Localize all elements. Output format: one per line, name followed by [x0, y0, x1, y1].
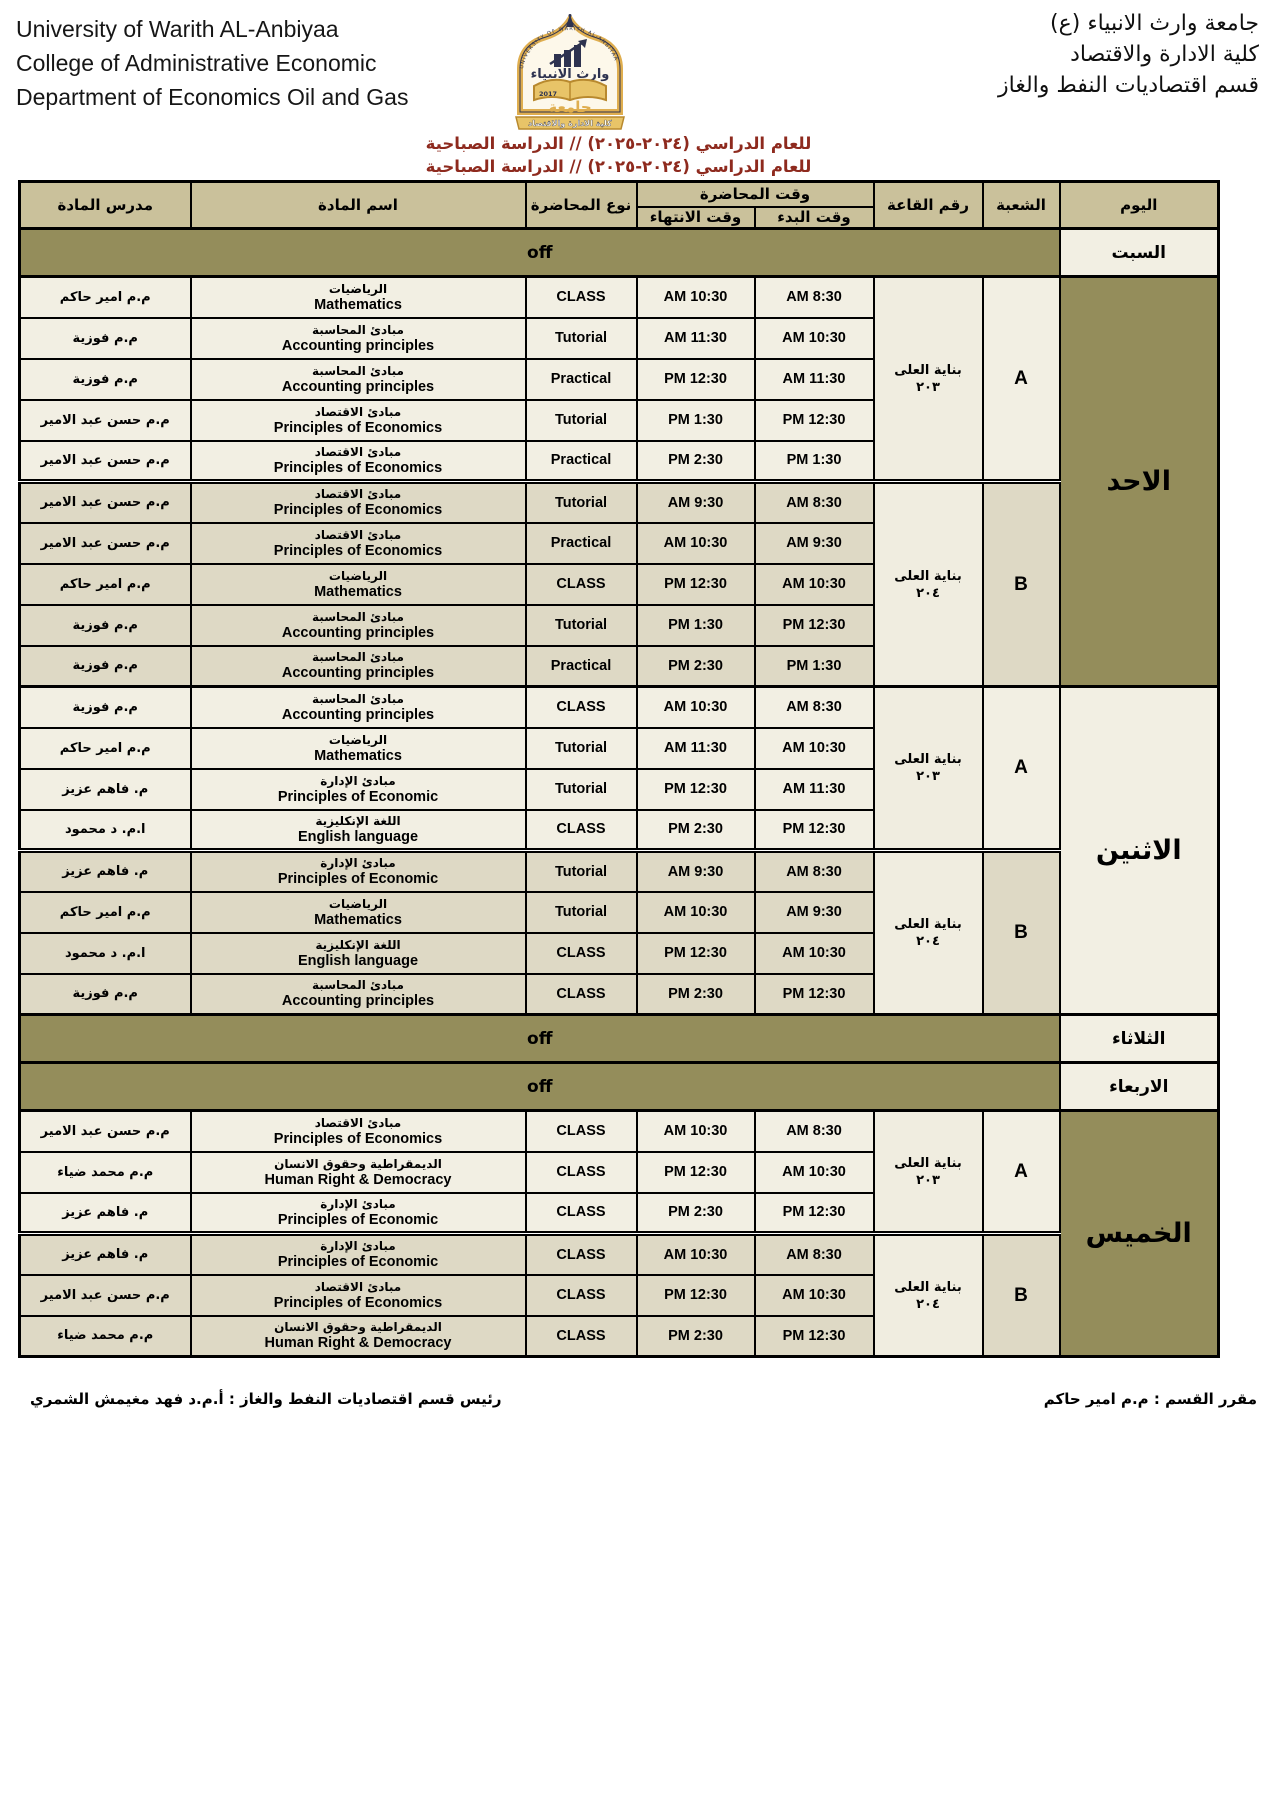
end-time-cell: 11:30 AM	[637, 728, 755, 769]
teacher-cell: م.م فوزية	[20, 318, 191, 359]
day-cell: الخميس	[1060, 1111, 1219, 1357]
lecture-type-cell: CLASS	[526, 277, 637, 318]
course-cell	[191, 1275, 526, 1316]
off-day-row	[20, 1015, 1219, 1063]
lecture-type-cell: CLASS	[526, 810, 637, 851]
room-building-label: بناية العلى	[894, 362, 962, 378]
start-time-cell: 1:30 PM	[755, 441, 874, 482]
room-building-label: بناية العلى	[894, 1155, 962, 1171]
course-cell	[191, 1316, 526, 1357]
course-name-english: Principles of Economics	[273, 1294, 443, 1311]
logo-name-sub: جامعة	[548, 98, 592, 116]
day-cell: السبت	[1060, 229, 1219, 277]
end-time-cell: 12:30 PM	[637, 564, 755, 605]
end-time-cell: 10:30 AM	[637, 892, 755, 933]
course-cell	[191, 728, 526, 769]
course-name-english: Principles of Economics	[273, 419, 443, 436]
course-name-arabic: مبادئ الاقتصاد	[314, 444, 402, 459]
course-name-arabic: الرياضيات	[328, 732, 388, 747]
course-cell	[191, 1234, 526, 1275]
course-name-english: Mathematics	[314, 911, 402, 928]
start-time-cell: 12:30 PM	[755, 810, 874, 851]
academic-year-title-line1: للعام الدراسي (٢٠٢٤-٢٠٢٥) // الدراسة الصباحية	[425, 134, 812, 153]
course-name-english: Mathematics	[314, 747, 402, 764]
course-cell	[191, 400, 526, 441]
course-name-english: Principles of Economic	[277, 1211, 439, 1228]
start-time-cell: 9:30 AM	[755, 892, 874, 933]
section-cell: B	[983, 851, 1060, 1015]
teacher-cell: م.م حسن عبد الامير	[20, 400, 191, 441]
teacher-cell: م.م حسن عبد الامير	[20, 441, 191, 482]
lecture-type-cell: Practical	[526, 359, 637, 400]
teacher-cell: م.م امير حاكم	[20, 728, 191, 769]
start-time-cell: 10:30 AM	[755, 1275, 874, 1316]
logo-banner	[516, 117, 624, 129]
lecture-type-cell: Practical	[526, 523, 637, 564]
start-time-cell: 1:30 PM	[755, 646, 874, 687]
room-cell	[874, 482, 983, 687]
off-day-row	[20, 229, 1219, 277]
start-time-cell: 10:30 AM	[755, 318, 874, 359]
end-time-cell: 2:30 PM	[637, 974, 755, 1015]
schedule-row	[20, 1111, 1219, 1152]
teacher-cell: ا.م. د محمود	[20, 810, 191, 851]
teacher-cell: م. فاهم عزيز	[20, 769, 191, 810]
course-cell	[191, 523, 526, 564]
course-cell	[191, 564, 526, 605]
col-header-teacher: مدرس المادة	[20, 182, 191, 229]
end-time-cell: 10:30 AM	[637, 687, 755, 728]
room-cell	[874, 687, 983, 851]
course-name-arabic: مبادئ الاقتصاد	[314, 527, 402, 542]
teacher-cell: م.م محمد ضياء	[20, 1316, 191, 1357]
teacher-cell: م.م حسن عبد الامير	[20, 523, 191, 564]
course-name-english: Human Right & Democracy	[264, 1171, 452, 1188]
col-header-time-group: وقت المحاضرة	[637, 182, 874, 207]
lecture-type-cell: Tutorial	[526, 605, 637, 646]
start-time-cell: 12:30 PM	[755, 400, 874, 441]
start-time-cell: 8:30 AM	[755, 851, 874, 892]
course-name-arabic: مبادئ الإدارة	[320, 1196, 396, 1211]
room-building-label: بناية العلى	[894, 752, 962, 767]
start-time-cell: 9:30 AM	[755, 523, 874, 564]
logo-name-main: وارث الانبياء	[530, 67, 610, 82]
college-name-en: College of Administrative Economic	[16, 50, 377, 76]
course-name-arabic: الديمقراطية وحقوق الانسان	[274, 1320, 442, 1335]
course-name-english: Accounting principles	[281, 665, 435, 682]
start-time-cell: 12:30 PM	[755, 605, 874, 646]
room-building-label: بناية العلى	[894, 917, 962, 932]
col-header-room: رقم القاعة	[874, 182, 983, 229]
end-time-cell: 10:30 AM	[637, 523, 755, 564]
teacher-cell: م.م امير حاكم	[20, 892, 191, 933]
timetable	[18, 180, 1220, 1358]
teacher-cell: م.م حسن عبد الامير	[20, 482, 191, 523]
section-cell: A	[983, 1111, 1060, 1234]
course-name-arabic: مبادئ الاقتصاد	[314, 1115, 402, 1130]
lecture-type-cell: CLASS	[526, 687, 637, 728]
lecture-type-cell: Tutorial	[526, 400, 637, 441]
teacher-cell: م.م امير حاكم	[20, 564, 191, 605]
course-cell	[191, 810, 526, 851]
course-name-english: Human Right & Democracy	[264, 1335, 452, 1352]
room-cell	[874, 277, 983, 482]
course-name-arabic: مبادئ الاقتصاد	[314, 487, 402, 502]
start-time-cell: 8:30 AM	[755, 1111, 874, 1152]
coordinator-signature: مقرر القسم : م.م امير حاكم	[1043, 1390, 1257, 1408]
logo-banner-text: كلية الادارة والاقتصاد	[528, 119, 612, 128]
off-day-row	[20, 1063, 1219, 1111]
start-time-cell: 11:30 AM	[755, 769, 874, 810]
end-time-cell: 9:30 AM	[637, 851, 755, 892]
course-name-arabic: مبادئ الاقتصاد	[314, 404, 402, 419]
course-name-arabic: مبادئ المحاسبة	[312, 609, 404, 624]
col-header-start-time: وقت البدء	[755, 207, 874, 229]
lecture-type-cell: Tutorial	[526, 482, 637, 523]
course-name-english: Accounting principles	[281, 706, 435, 723]
college-name-ar: كلية الادارة والاقتصاد	[1070, 42, 1259, 67]
course-name-english: Principles of Economics	[273, 1130, 443, 1147]
section-cell: A	[983, 687, 1060, 851]
course-name-arabic: مبادئ الإدارة	[320, 1239, 396, 1254]
lecture-type-cell: Practical	[526, 646, 637, 687]
course-name-arabic: مبادئ المحاسبة	[312, 691, 404, 706]
course-cell	[191, 482, 526, 523]
start-time-cell: 11:30 AM	[755, 359, 874, 400]
end-time-cell: 12:30 PM	[637, 769, 755, 810]
university-name-en: University of Warith AL-Anbiyaa	[16, 16, 339, 42]
course-name-english: Principles of Economics	[273, 459, 443, 476]
end-time-cell: 12:30 PM	[637, 933, 755, 974]
start-time-cell: 8:30 AM	[755, 687, 874, 728]
off-cell: off	[20, 1063, 1060, 1111]
course-cell	[191, 1193, 526, 1234]
course-name-arabic: مبادئ الإدارة	[320, 856, 396, 871]
start-time-cell: 8:30 AM	[755, 1234, 874, 1275]
start-time-cell: 12:30 PM	[755, 1193, 874, 1234]
lecture-type-cell: CLASS	[526, 933, 637, 974]
course-cell	[191, 892, 526, 933]
teacher-cell: م. فاهم عزيز	[20, 1193, 191, 1234]
course-cell	[191, 277, 526, 318]
start-time-cell: 10:30 AM	[755, 1152, 874, 1193]
lecture-type-cell: CLASS	[526, 1234, 637, 1275]
end-time-cell: 12:30 PM	[637, 1152, 755, 1193]
start-time-cell: 8:30 AM	[755, 482, 874, 523]
lecture-type-cell: CLASS	[526, 564, 637, 605]
room-number-label: ٢٠٤	[916, 585, 940, 601]
lecture-type-cell: Tutorial	[526, 769, 637, 810]
teacher-cell: م.م حسن عبد الامير	[20, 1275, 191, 1316]
lecture-type-cell: CLASS	[526, 974, 637, 1015]
logo-year: 2017	[538, 90, 558, 98]
off-cell: off	[20, 229, 1060, 277]
lecture-type-cell: CLASS	[526, 1316, 637, 1357]
lecture-type-cell: Tutorial	[526, 318, 637, 359]
head-of-department-signature: رئيس قسم اقتصاديات النفط والغاز : أ.م.د فهد مغيمش الشمري	[30, 1390, 502, 1408]
course-name-arabic: اللغة الإنكليزية	[315, 937, 401, 952]
course-name-arabic: الرياضيات	[328, 281, 388, 296]
col-header-section: الشعبة	[983, 182, 1060, 229]
room-building-label: بناية العلى	[894, 1279, 962, 1295]
col-header-course: اسم المادة	[191, 182, 526, 229]
lecture-type-cell: CLASS	[526, 1111, 637, 1152]
course-name-arabic: مبادئ المحاسبة	[312, 978, 404, 993]
lecture-type-cell: Tutorial	[526, 728, 637, 769]
end-time-cell: 11:30 AM	[637, 318, 755, 359]
teacher-cell: م.م فوزية	[20, 687, 191, 728]
lecture-type-cell: CLASS	[526, 1152, 637, 1193]
day-cell: الاربعاء	[1060, 1063, 1219, 1111]
course-name-english: English language	[297, 952, 419, 969]
course-name-english: Principles of Economic	[277, 1254, 439, 1271]
room-number-label: ٢٠٤	[916, 934, 940, 949]
course-cell	[191, 1152, 526, 1193]
course-cell	[191, 646, 526, 687]
teacher-cell: م. فاهم عزيز	[20, 1234, 191, 1275]
day-cell: الثلاثاء	[1060, 1015, 1219, 1063]
teacher-cell: م.م محمد ضياء	[20, 1152, 191, 1193]
course-name-arabic: مبادئ الاقتصاد	[314, 1279, 402, 1294]
course-name-english: Principles of Economics	[273, 502, 443, 519]
course-cell	[191, 851, 526, 892]
end-time-cell: 2:30 PM	[637, 646, 755, 687]
end-time-cell: 2:30 PM	[637, 441, 755, 482]
col-header-end-time: وقت الانتهاء	[637, 207, 755, 229]
course-name-english: Accounting principles	[281, 378, 435, 395]
room-cell	[874, 851, 983, 1015]
english-header-block	[16, 12, 408, 114]
course-cell	[191, 1111, 526, 1152]
university-name-ar: جامعة وارث الانبياء (ع)	[1050, 11, 1259, 36]
course-name-english: Principles of Economics	[273, 542, 443, 559]
academic-year-title-line2: للعام الدراسي (٢٠٢٤-٢٠٢٥) // الدراسة الصباحية	[425, 157, 812, 176]
start-time-cell: 10:30 AM	[755, 728, 874, 769]
start-time-cell: 12:30 PM	[755, 974, 874, 1015]
schedule-row	[20, 1234, 1219, 1275]
signature-footer	[0, 1390, 1273, 1414]
course-cell	[191, 687, 526, 728]
end-time-cell: 1:30 PM	[637, 605, 755, 646]
off-cell: off	[20, 1015, 1060, 1063]
course-name-english: Mathematics	[314, 296, 402, 313]
course-cell	[191, 605, 526, 646]
course-name-english: Accounting principles	[281, 993, 435, 1010]
course-name-english: Mathematics	[314, 583, 402, 600]
course-name-arabic: الرياضيات	[328, 896, 388, 911]
course-name-arabic: مبادئ الإدارة	[320, 773, 396, 788]
logo-ring-text: UNIVERSITY OF WARITH AL-ANBIYAA	[518, 25, 619, 70]
start-time-cell: 12:30 PM	[755, 1316, 874, 1357]
end-time-cell: 10:30 AM	[637, 1111, 755, 1152]
end-time-cell: 2:30 PM	[637, 1316, 755, 1357]
end-time-cell: 12:30 PM	[637, 359, 755, 400]
schedule-row	[20, 482, 1219, 523]
course-name-english: Accounting principles	[281, 624, 435, 641]
course-name-english: Principles of Economic	[277, 871, 439, 888]
lecture-type-cell: Practical	[526, 441, 637, 482]
start-time-cell: 8:30 AM	[755, 277, 874, 318]
end-time-cell: 10:30 AM	[637, 1234, 755, 1275]
start-time-cell: 10:30 AM	[755, 933, 874, 974]
teacher-cell: م.م فوزية	[20, 359, 191, 400]
end-time-cell: 10:30 AM	[637, 277, 755, 318]
day-cell: الاثنين	[1060, 687, 1219, 1015]
room-number-label: ٢٠٣	[916, 1172, 940, 1188]
section-cell: B	[983, 482, 1060, 687]
course-cell	[191, 974, 526, 1015]
teacher-cell: م.م فوزية	[20, 974, 191, 1015]
col-header-type: نوع المحاضرة	[526, 182, 637, 229]
timetable-body	[20, 229, 1219, 1357]
course-name-arabic: الرياضيات	[328, 568, 388, 583]
department-name-en: Department of Economics Oil and Gas	[16, 84, 409, 110]
timetable-header	[20, 182, 1219, 229]
teacher-cell: م. فاهم عزيز	[20, 851, 191, 892]
course-cell	[191, 441, 526, 482]
room-number-label: ٢٠٣	[916, 379, 940, 395]
lecture-type-cell: Tutorial	[526, 892, 637, 933]
schedule-row	[20, 851, 1219, 892]
section-cell: B	[983, 1234, 1060, 1357]
course-name-arabic: مبادئ المحاسبة	[312, 322, 404, 337]
end-time-cell: 9:30 AM	[637, 482, 755, 523]
lecture-type-cell: Tutorial	[526, 851, 637, 892]
course-name-english: Accounting principles	[281, 337, 435, 354]
teacher-cell: م.م حسن عبد الامير	[20, 1111, 191, 1152]
teacher-cell: ا.م. د محمود	[20, 933, 191, 974]
course-name-arabic: مبادئ المحاسبة	[312, 650, 404, 665]
schedule-row	[20, 687, 1219, 728]
section-cell: A	[983, 277, 1060, 482]
department-name-ar: قسم اقتصاديات النفط والغاز	[998, 73, 1259, 98]
lecture-type-cell: CLASS	[526, 1275, 637, 1316]
course-cell	[191, 933, 526, 974]
end-time-cell: 12:30 PM	[637, 1275, 755, 1316]
end-time-cell: 2:30 PM	[637, 810, 755, 851]
col-header-day: اليوم	[1060, 182, 1219, 229]
room-cell	[874, 1111, 983, 1234]
academic-year-titles	[18, 132, 1219, 178]
start-time-cell: 10:30 AM	[755, 564, 874, 605]
teacher-cell: م.م فوزية	[20, 646, 191, 687]
arabic-header-block	[998, 8, 1259, 101]
room-building-label: بناية العلى	[894, 568, 962, 584]
course-name-english: Principles of Economic	[277, 788, 439, 805]
course-cell	[191, 769, 526, 810]
room-number-label: ٢٠٣	[916, 769, 940, 784]
room-number-label: ٢٠٤	[916, 1296, 940, 1312]
end-time-cell: 2:30 PM	[637, 1193, 755, 1234]
university-logo	[487, 14, 653, 132]
lecture-type-cell: CLASS	[526, 1193, 637, 1234]
course-cell	[191, 359, 526, 400]
course-cell	[191, 318, 526, 359]
course-name-arabic: مبادئ المحاسبة	[312, 363, 404, 378]
course-name-arabic: اللغة الإنكليزية	[315, 813, 401, 828]
teacher-cell: م.م فوزية	[20, 605, 191, 646]
teacher-cell: م.م امير حاكم	[20, 277, 191, 318]
end-time-cell: 1:30 PM	[637, 400, 755, 441]
schedule-row	[20, 277, 1219, 318]
day-cell: الاحد	[1060, 277, 1219, 687]
course-name-english: English language	[297, 828, 419, 845]
course-name-arabic: الديمقراطية وحقوق الانسان	[274, 1156, 442, 1171]
room-cell	[874, 1234, 983, 1357]
